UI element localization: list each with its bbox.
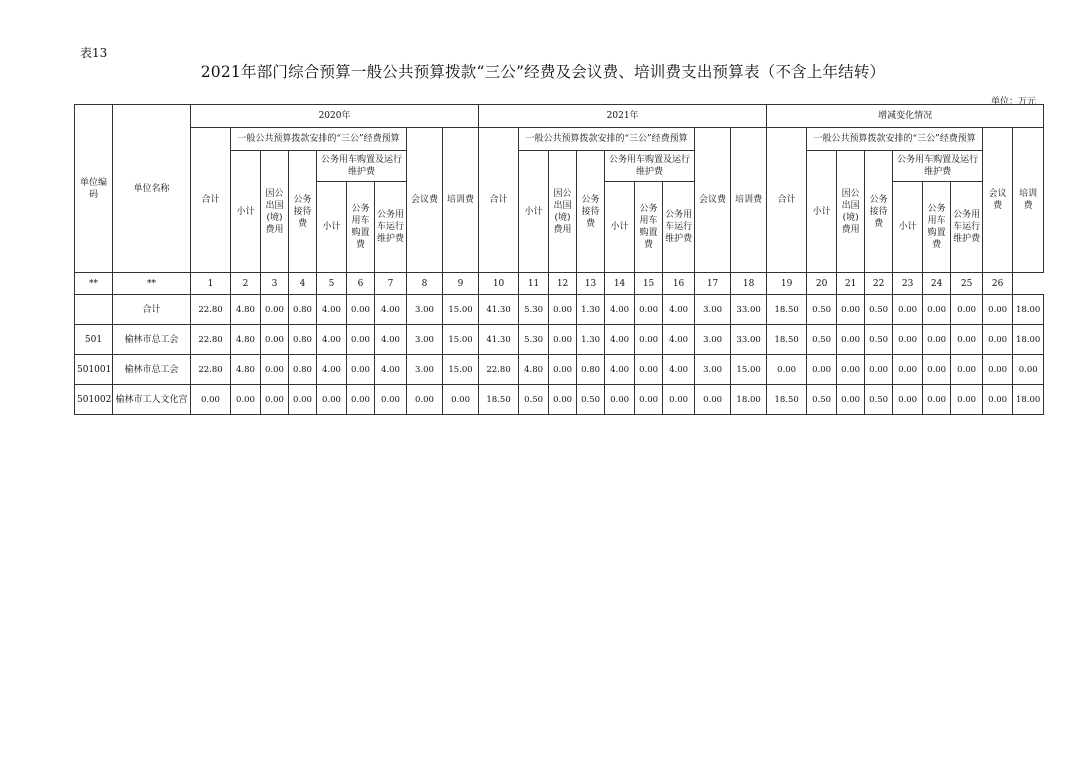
value-cell: 22.80 xyxy=(191,355,231,385)
value-cell: 0.00 xyxy=(865,355,893,385)
column-index: 11 xyxy=(519,273,549,295)
value-cell: 3.00 xyxy=(407,355,443,385)
value-cell: 22.80 xyxy=(191,295,231,325)
column-index: 2 xyxy=(231,273,261,295)
header-subtotal: 小计 xyxy=(231,151,261,273)
value-cell: 0.00 xyxy=(951,325,983,355)
column-index: 9 xyxy=(443,273,479,295)
column-index: 13 xyxy=(577,273,605,295)
value-cell: 1.30 xyxy=(577,295,605,325)
header-three-public-caption: 一般公共预算拨款安排的“三公”经费预算 xyxy=(807,128,983,151)
table-row xyxy=(75,385,1044,415)
value-cell: 0.00 xyxy=(347,295,375,325)
value-cell: 0.00 xyxy=(549,325,577,355)
value-cell: 0.00 xyxy=(231,385,261,415)
value-cell: 0.00 xyxy=(837,295,865,325)
value-cell: 0.00 xyxy=(1013,355,1044,385)
header-abroad: 因公出国(境)费用 xyxy=(837,151,865,273)
header-training: 培训费 xyxy=(731,128,767,273)
value-cell: 0.00 xyxy=(893,385,923,415)
header-reception: 公务接待费 xyxy=(577,151,605,273)
value-cell: 18.50 xyxy=(767,385,807,415)
value-cell: 5.30 xyxy=(519,325,549,355)
header-vehicle-subtotal: 小计 xyxy=(893,182,923,273)
header-vehicle-purchase: 公务用车购置费 xyxy=(347,182,375,273)
value-cell: 4.00 xyxy=(663,355,695,385)
value-cell: 0.00 xyxy=(605,385,635,415)
value-cell: 0.00 xyxy=(635,355,663,385)
value-cell: 41.30 xyxy=(479,325,519,355)
column-index: 25 xyxy=(951,273,983,295)
value-cell: 0.00 xyxy=(923,325,951,355)
header-three-public-caption: 一般公共预算拨款安排的“三公”经费预算 xyxy=(231,128,407,151)
value-cell: 0.00 xyxy=(837,385,865,415)
value-cell: 4.00 xyxy=(375,325,407,355)
header-unit-name: 单位名称 xyxy=(113,105,191,273)
value-cell: 18.00 xyxy=(1013,295,1044,325)
value-cell: 0.00 xyxy=(951,355,983,385)
column-index: 5 xyxy=(317,273,347,295)
header-unit-code: 单位编码 xyxy=(75,105,113,273)
header-meeting: 会议费 xyxy=(695,128,731,273)
value-cell: 0.00 xyxy=(317,385,347,415)
value-cell: 0.00 xyxy=(983,355,1013,385)
header-vehicle-caption: 公务用车购置及运行维护费 xyxy=(893,151,983,182)
value-cell: 0.50 xyxy=(865,385,893,415)
header-subtotal: 小计 xyxy=(807,151,837,273)
value-cell: 18.00 xyxy=(731,385,767,415)
value-cell: 0.00 xyxy=(767,355,807,385)
value-cell: 0.00 xyxy=(635,325,663,355)
value-cell: 5.30 xyxy=(519,295,549,325)
value-cell: 0.00 xyxy=(837,325,865,355)
value-cell: 0.00 xyxy=(893,295,923,325)
column-index: 7 xyxy=(375,273,407,295)
value-cell: 0.00 xyxy=(347,355,375,385)
header-vehicle-caption: 公务用车购置及运行维护费 xyxy=(605,151,695,182)
value-cell: 18.50 xyxy=(767,295,807,325)
value-cell: 4.00 xyxy=(605,295,635,325)
table-row xyxy=(75,355,1044,385)
table-row xyxy=(75,295,1044,325)
column-index: 1 xyxy=(191,273,231,295)
column-index: 21 xyxy=(837,273,865,295)
header-reception: 公务接待费 xyxy=(865,151,893,273)
header-three-public-caption: 一般公共预算拨款安排的“三公”经费预算 xyxy=(519,128,695,151)
value-cell: 0.00 xyxy=(549,295,577,325)
budget-table xyxy=(74,104,1044,415)
table-header xyxy=(75,105,1044,295)
unit-code-cell: 501001 xyxy=(75,355,113,385)
value-cell: 0.00 xyxy=(549,355,577,385)
value-cell: 0.00 xyxy=(407,385,443,415)
value-cell: 0.00 xyxy=(347,325,375,355)
table-number: 表13 xyxy=(80,46,108,60)
column-index: 17 xyxy=(695,273,731,295)
value-cell: 15.00 xyxy=(443,295,479,325)
header-total: 合计 xyxy=(767,128,807,273)
value-cell: 15.00 xyxy=(731,355,767,385)
value-cell: 0.80 xyxy=(577,355,605,385)
value-cell: 0.50 xyxy=(865,325,893,355)
value-cell: 0.50 xyxy=(807,295,837,325)
column-index: 8 xyxy=(407,273,443,295)
unit-code-cell: 501002 xyxy=(75,385,113,415)
unit-code-cell xyxy=(75,295,113,325)
value-cell: 1.30 xyxy=(577,325,605,355)
value-cell: 4.00 xyxy=(375,355,407,385)
column-index: 10 xyxy=(479,273,519,295)
table-body xyxy=(75,295,1044,415)
column-index: 23 xyxy=(893,273,923,295)
header-vehicle-maintenance: 公务用车运行维护费 xyxy=(375,182,407,273)
header-vehicle-subtotal: 小计 xyxy=(317,182,347,273)
value-cell: 0.00 xyxy=(983,325,1013,355)
value-cell: 33.00 xyxy=(731,325,767,355)
value-cell: 4.00 xyxy=(317,355,347,385)
value-cell: 0.50 xyxy=(519,385,549,415)
header-total: 合计 xyxy=(191,128,231,273)
value-cell: 4.80 xyxy=(231,325,261,355)
header-meeting: 会议费 xyxy=(983,128,1013,273)
value-cell: 41.30 xyxy=(479,295,519,325)
column-index: 26 xyxy=(983,273,1013,295)
value-cell: 0.00 xyxy=(923,295,951,325)
value-cell: 0.00 xyxy=(923,385,951,415)
column-index: 14 xyxy=(605,273,635,295)
column-index: 16 xyxy=(663,273,695,295)
column-index: 4 xyxy=(289,273,317,295)
header-abroad: 因公出国(境)费用 xyxy=(549,151,577,273)
value-cell: 0.50 xyxy=(807,325,837,355)
column-index: ** xyxy=(75,273,113,295)
unit-name-cell: 合计 xyxy=(113,295,191,325)
column-index-row xyxy=(75,273,1044,295)
value-cell: 0.00 xyxy=(347,385,375,415)
header-training: 培训费 xyxy=(1013,128,1044,273)
value-cell: 0.00 xyxy=(289,385,317,415)
header-vehicle-purchase: 公务用车购置费 xyxy=(635,182,663,273)
column-index: 24 xyxy=(923,273,951,295)
column-index: 18 xyxy=(731,273,767,295)
unit-label: 单位：万元 xyxy=(990,97,1036,107)
header-vehicle-subtotal: 小计 xyxy=(605,182,635,273)
value-cell: 0.00 xyxy=(261,295,289,325)
column-index: 6 xyxy=(347,273,375,295)
value-cell: 0.00 xyxy=(261,325,289,355)
document-title: 2021年部门综合预算一般公共预算拨款“三公”经费及会议费、培训费支出预算表（不含上年结转） xyxy=(200,63,886,81)
value-cell: 18.00 xyxy=(1013,385,1044,415)
value-cell: 0.00 xyxy=(443,385,479,415)
value-cell: 0.00 xyxy=(951,295,983,325)
value-cell: 0.00 xyxy=(893,355,923,385)
value-cell: 0.00 xyxy=(983,385,1013,415)
value-cell: 3.00 xyxy=(695,325,731,355)
table-row xyxy=(75,325,1044,355)
value-cell: 0.00 xyxy=(951,385,983,415)
header-meeting: 会议费 xyxy=(407,128,443,273)
value-cell: 3.00 xyxy=(695,355,731,385)
column-index: 3 xyxy=(261,273,289,295)
value-cell: 3.00 xyxy=(407,325,443,355)
value-cell: 4.00 xyxy=(317,325,347,355)
value-cell: 33.00 xyxy=(731,295,767,325)
value-cell: 0.00 xyxy=(807,355,837,385)
header-vehicle-caption: 公务用车购置及运行维护费 xyxy=(317,151,407,182)
value-cell: 0.00 xyxy=(191,385,231,415)
value-cell: 0.00 xyxy=(635,385,663,415)
column-index: 22 xyxy=(865,273,893,295)
header-group-2020: 2020年 xyxy=(191,105,479,128)
header-reception: 公务接待费 xyxy=(289,151,317,273)
value-cell: 0.80 xyxy=(289,325,317,355)
unit-name-cell: 榆林市工人文化宫 xyxy=(113,385,191,415)
header-subtotal: 小计 xyxy=(519,151,549,273)
value-cell: 0.50 xyxy=(807,385,837,415)
value-cell: 0.80 xyxy=(289,295,317,325)
value-cell: 0.00 xyxy=(261,385,289,415)
header-group-change: 增减变化情况 xyxy=(767,105,1044,128)
value-cell: 18.50 xyxy=(479,385,519,415)
value-cell: 4.00 xyxy=(605,325,635,355)
value-cell: 0.00 xyxy=(375,385,407,415)
header-training: 培训费 xyxy=(443,128,479,273)
value-cell: 0.50 xyxy=(865,295,893,325)
value-cell: 4.00 xyxy=(663,295,695,325)
value-cell: 0.50 xyxy=(577,385,605,415)
value-cell: 0.00 xyxy=(893,325,923,355)
column-index: 15 xyxy=(635,273,663,295)
value-cell: 3.00 xyxy=(695,295,731,325)
value-cell: 0.80 xyxy=(289,355,317,385)
value-cell: 4.00 xyxy=(375,295,407,325)
column-index: ** xyxy=(113,273,191,295)
value-cell: 0.00 xyxy=(983,295,1013,325)
column-index: 12 xyxy=(549,273,577,295)
value-cell: 22.80 xyxy=(479,355,519,385)
value-cell: 4.00 xyxy=(317,295,347,325)
column-index: 19 xyxy=(767,273,807,295)
value-cell: 15.00 xyxy=(443,325,479,355)
header-abroad: 因公出国(境)费用 xyxy=(261,151,289,273)
value-cell: 18.50 xyxy=(767,325,807,355)
value-cell: 0.00 xyxy=(923,355,951,385)
value-cell: 22.80 xyxy=(191,325,231,355)
value-cell: 0.00 xyxy=(261,355,289,385)
value-cell: 0.00 xyxy=(663,385,695,415)
value-cell: 0.00 xyxy=(635,295,663,325)
value-cell: 0.00 xyxy=(695,385,731,415)
unit-name-cell: 榆林市总工会 xyxy=(113,355,191,385)
value-cell: 4.00 xyxy=(605,355,635,385)
value-cell: 4.00 xyxy=(663,325,695,355)
value-cell: 18.00 xyxy=(1013,325,1044,355)
header-vehicle-purchase: 公务用车购置费 xyxy=(923,182,951,273)
header-vehicle-maintenance: 公务用车运行维护费 xyxy=(951,182,983,273)
value-cell: 0.00 xyxy=(549,385,577,415)
value-cell: 15.00 xyxy=(443,355,479,385)
value-cell: 4.80 xyxy=(519,355,549,385)
value-cell: 3.00 xyxy=(407,295,443,325)
column-index: 20 xyxy=(807,273,837,295)
header-group-2021: 2021年 xyxy=(479,105,767,128)
header-vehicle-maintenance: 公务用车运行维护费 xyxy=(663,182,695,273)
value-cell: 4.80 xyxy=(231,355,261,385)
value-cell: 4.80 xyxy=(231,295,261,325)
header-total: 合计 xyxy=(479,128,519,273)
unit-code-cell: 501 xyxy=(75,325,113,355)
unit-name-cell: 榆林市总工会 xyxy=(113,325,191,355)
value-cell: 0.00 xyxy=(837,355,865,385)
